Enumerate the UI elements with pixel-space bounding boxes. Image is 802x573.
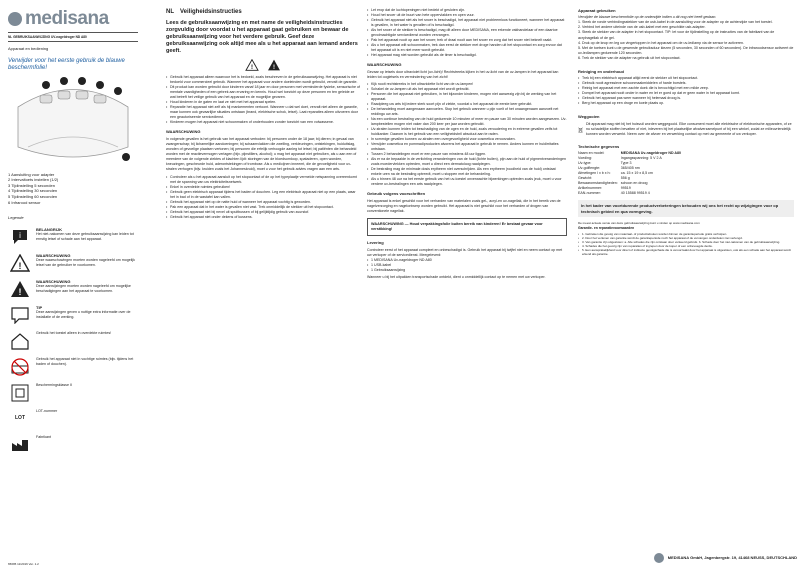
paragraph: Gevaar op letsels door ultraviolet licht (uv-licht)! Rechtstreeks kijken in het uv-licht van de uv-lampen in het apparaat kan leiden tot oogletsels en vermindering van het zicht! bbox=[367, 69, 559, 79]
subheading: WAARSCHUWING bbox=[367, 62, 402, 68]
part-item: 6 Infrarood sensor bbox=[8, 199, 41, 205]
subheading: Technische gegevens bbox=[578, 143, 620, 149]
part-item: 5 Tijdinstelling 60 seconden bbox=[8, 194, 58, 200]
paragraph: Controleer eerst of het apparaat compleet en onbeschadigd is. Gebruik het apparaat bij twijfel niet en neem contact op met uw verkoper of de servicedienst. Meegeleverd: bbox=[367, 247, 563, 257]
list-item: • Berg het apparaat op een droge en koele plaats op. bbox=[578, 101, 794, 106]
part-item: 2 Intervaltoets instellen (1/2) bbox=[8, 177, 59, 183]
divider bbox=[8, 41, 138, 42]
title-text: Veiligheidsinstructies bbox=[180, 9, 242, 15]
legend-text: Gebruik het toestel alleen in overdekte ruimtes! bbox=[36, 330, 112, 335]
warning-icons bbox=[166, 59, 360, 71]
column-safety bbox=[166, 8, 360, 568]
legend-title-text: WAARSCHUWING bbox=[36, 252, 71, 258]
list-item: • Na een continue bestraling van de huid gedurende 10 minuten of meer en pauze van 30 minuten worden aangewezen. Uv-lampbestellen mogen niet vaker dan 200 keer per jaar worden gebruikt. bbox=[367, 117, 567, 127]
paragraph: Verwijder de blauwe beschermfolie op de onderzijde indien u dit nog niet heeft gedaan. bbox=[578, 15, 717, 20]
subheading: Reiniging en onderhoud bbox=[578, 68, 624, 74]
delivery-list bbox=[367, 258, 567, 273]
manufacturer-icon bbox=[8, 435, 32, 455]
legend-text: Beschermingsklasse II bbox=[36, 382, 72, 387]
list-item: • Personen die het apparaat niet gebruiken, in het bijzonder kinderen, mogen niet aanwezig zijn bij de werking van het apparaat. bbox=[367, 92, 567, 102]
step: 3. Steek de stekker van de adapter in het stopcontact. TIP: let voor de tijdinstelling op de instructies van de fabrikant van de acrylnagellak of de gel. bbox=[578, 30, 775, 40]
column-usage bbox=[578, 8, 794, 568]
legend-item bbox=[8, 435, 138, 455]
logo-mark-icon bbox=[8, 12, 22, 26]
packaging-warning bbox=[367, 218, 567, 236]
list-item: • Reparatie het apparaat niet zelf als hij mankementen vertoont. Wanneer u dat wel doet, vervalt niet alleen de garantie, maar kunnen ook gevaarlijke situaties ontstaan (brand, elektrische schok, letsel). Laat reparaties alleen uitvoeren door een geautoriseerde servicedienst. bbox=[166, 105, 360, 120]
legend-title-text: BELANGRIJK bbox=[36, 226, 63, 232]
step: 2. Verbind het andere uiteinde van de usb-kabel met een geschikte usb-adapter. bbox=[578, 25, 706, 30]
spec-value: Ingangsspanning: 5 V 2 A bbox=[620, 156, 662, 161]
disposal-block bbox=[578, 122, 794, 138]
legend-item bbox=[8, 357, 138, 377]
no-bath-icon bbox=[8, 357, 32, 377]
list-item: • Als het snoer of de stekker is beschadigd, mag dit alleen door MEDISANA, een erkende vakhandelaar of een daartoe gevolmachtigde servicedienst worden vervangen. bbox=[367, 28, 567, 38]
list-item: • 1 USB-kabel bbox=[367, 263, 567, 268]
safety-list-2 bbox=[166, 175, 360, 220]
list-item: • 1 Gebruiksaanwijzing bbox=[367, 268, 567, 273]
list-item: • 1 MEDISANA Uv-nageldroger ND A80 bbox=[367, 258, 567, 263]
warning-icon bbox=[8, 253, 32, 273]
part-item: 1 Aansluiting voor adapter bbox=[8, 171, 55, 177]
legend-text: Deze aanwijzingen geven u nuttige extra informatie over de installatie of de werking. bbox=[36, 310, 131, 319]
list-item: • De behandeling moet aangenaam aanvoelen. Stop het gebruik wanneer u pijn voelt of het onaangenaam aanvoelt net reddingu uw arts. bbox=[367, 107, 567, 117]
svg-text:!: ! bbox=[273, 65, 275, 72]
caution-icon bbox=[8, 279, 32, 299]
paragraph: In volgende gevallen is het gebruik van het apparaat verboden: bij personen onder de 18 jaar; bij dieren; in gevaal van zwangerschap; bij lichamelijke aandoeningen; bij schaamvlakken die zwelling, verkleuringen, ontstekingen, huiduitslag, wonden of gevoelige plaatsen vertonen; bij personen die erfelijk verhoogde aanleg tot letsel; bij patiënten die behandeld worden met de reactievermogen verlagen (bijv. pijnstillers, alcohol); u mag het apparaat niet gebruiken, als u aan een of meerdere van de volgende ziektes of klachten lijdt: storingen van de bloedsomloop, spataderen, open wonden, kneuzingen, gescheurde huid, aderontstekingen of trombose. Als u medicijnen inneemt, die de gevoeligheid voor uv-stralen verhogen (bijv. kruiden zoals het Johanneskruid), moet u voor het gebruik advies vragen aan een arts. bbox=[166, 136, 357, 171]
legend-item bbox=[8, 383, 138, 403]
care-list bbox=[578, 76, 794, 106]
device-illustration bbox=[8, 77, 138, 172]
list-item: • Als er na de bepaalde in de verlichting veranderingen van de huid (lichte builen), pijn aan de huid of pigmentveranderingen zoals moedervlekken optreden, moet u direct een dermatoloog raadplegen. bbox=[367, 157, 567, 167]
spec-value: 365/405 nm bbox=[620, 166, 640, 171]
list-item: • Schakel de uv-lampen uit als het apparaat niet wordt gebruikt. bbox=[367, 87, 567, 92]
subheading: Gebruik volgens voorschriften bbox=[367, 191, 426, 197]
list-item: • Gebruik het apparaat niet bij nevel uit spuitbussen of bij gelijktijdig gebruik van zuurstof. bbox=[166, 210, 360, 215]
tip-icon bbox=[8, 305, 32, 325]
lot-label bbox=[8, 409, 32, 429]
step: 1. Steek de ronde verbindingsstekker van de usb-kabel in de aansluiting voor de adapter op de achterzijde van het toestel. bbox=[578, 20, 773, 25]
legend-title-text: WAARSCHUWING bbox=[36, 278, 71, 284]
list-item: • Raadpleeg uw arts bij iedere sterk soort pijn of ziekte, voordat u het apparaat de eerste keer gebruikt. bbox=[367, 102, 567, 107]
important-icon bbox=[8, 227, 32, 247]
legend-text: Gebruik het apparaat niet in vochtige ruimtes (bijv. tijdens het baden of douchen). bbox=[36, 356, 134, 366]
list-item: • Dit product kan worden gebruikt door kinderen vanaf 18 jaar en door personen met verminderde fysieke, sensorische of mentale vaardigheden of een gebrek aan ervaring en kennis. Houd wel toezicht op deze personen en ten geleide ze wat betreft het veilige gebruik van het apparaat en de mogelijke gevaren. bbox=[166, 85, 360, 100]
list-item: • De bestraling mag de minimale dosis erytheem niet overschrijden. Als een erytheem (roodheid van de huid) ontstaat enkele uren na de bestraling optreedt, moet u stoppen met de behandeling. bbox=[367, 167, 567, 177]
callout-3 bbox=[78, 77, 86, 85]
step: 4. Druk op de knop en leg uw vingertoppen in het apparaat om de uv-ledlamp via de sensor te activeren. bbox=[578, 40, 745, 45]
uv-list bbox=[367, 82, 567, 188]
legend-item bbox=[8, 279, 138, 299]
list-item: • Gebruik nooit agressieve schoonmaakmiddelen of harde borstels. bbox=[578, 81, 794, 86]
spec-label: Uv-golflengte: bbox=[578, 166, 601, 171]
list-item: • Controleer als u het apparaat aansluit op het stopcontact of de op het typeplaatje vermelde netspanning overeenkomt met de spanning van uw elektriciteitsnetwerk. bbox=[166, 175, 360, 185]
list-item: • Kijk nooit rechtstreeks in het ultraviolette licht van de uv-lampen! bbox=[367, 82, 567, 87]
notice-box: In het kader van voortdurende productverbeteringen behouden wij ons het recht op wijzigingen voor op technisch gebied en qua vormgeving. bbox=[578, 200, 794, 217]
list-item: • Dompel het apparaat nooit onder in water en let er goed op dat er geen water in het apparaat komt. bbox=[578, 91, 794, 96]
logo-mark-icon bbox=[654, 553, 664, 563]
list-item: • 1. Gebreken die gevolg van materiaal- of productiefouten worden binnen de garantieperiode gratis verholpen. bbox=[578, 232, 794, 236]
list-item: • Uv-stralen kunnen leiden tot beschadiging van de ogen en de huid, zoals veroudering en in extreme gevallen zelfs tot huidkanker. Daarom is het gebruik van een veiligheidsbril absoluut aan te raden. bbox=[367, 127, 567, 137]
logo-text: medisana bbox=[25, 8, 109, 30]
part-item: 3 Tijdinstelling 5 seconden bbox=[8, 182, 55, 188]
svg-text:!: ! bbox=[18, 260, 22, 271]
guarantee-list bbox=[578, 232, 794, 256]
list-item: • Tussen 2 behandelingen moet er een pauze van minstens 48 uur liggen. bbox=[367, 152, 567, 157]
svg-text:!: ! bbox=[18, 286, 22, 297]
list-item: • Als u binnen 48 uur na het eerste gebruik van het uv-toestel onverwachte bijwerkingen optreden zoals jeuk, moet u voor verdere uv-bestralingen een arts raadplegen. bbox=[367, 177, 567, 187]
list-item: • Let erop dat de luchtopeningen niet bedekt of gesloten zijn. bbox=[367, 8, 567, 13]
safety-list bbox=[166, 75, 360, 125]
legend-text: Fabrikant bbox=[36, 434, 51, 439]
list-item: • Enkel in overdekte ruimtes gebruiken! bbox=[166, 185, 360, 190]
wheelie-bin-crossed-icon bbox=[578, 122, 583, 138]
legend-title: Legende bbox=[8, 215, 24, 221]
svg-text:i: i bbox=[19, 230, 21, 240]
list-item: • Houd het snoer uit de buurt van hete oppervlakken en open vuur. bbox=[367, 13, 567, 18]
warning-text: WAARSCHUWING — Houd verpakkingsfolie buiten bereik van kinderen! Er bestaat gevaar voor verstikking! bbox=[371, 221, 543, 232]
list-item: • Trek bij een elektrisch apparaat altijd eerst de stekker uit het stopcontact. bbox=[578, 76, 794, 81]
class-ii-icon bbox=[8, 383, 32, 403]
list-item: • In sommige gevallen kunnen uv-stralen een overgevoeligheid voor cosmetica veroorzaken. bbox=[367, 137, 567, 142]
divider bbox=[8, 32, 138, 33]
legend-item bbox=[8, 305, 138, 325]
list-item: • Gebruik het apparaat pas weer wanneer hij helemaal droog is. bbox=[578, 96, 794, 101]
indoor-use-icon bbox=[8, 331, 32, 351]
intro-note: Verwijder voor het eerste gebruik de blauwe beschermfolie! bbox=[8, 57, 125, 72]
column-uv-warnings bbox=[367, 8, 567, 568]
subheading: Garantie- en reparatievoorwaarden bbox=[578, 226, 635, 231]
company-address: MEDISANA GmbH, Jagenbergstr. 19, 41468 NEUSS, DEUTSCHLAND bbox=[667, 555, 797, 561]
legend-item bbox=[8, 331, 138, 351]
list-item: • Als u het apparaat wilt schoonmaken, trek dan eerst de stekker met droge handen uit het stopcontact en zorg ervoor dat het apparaat uit is en niet meer wordt gebruikt. bbox=[367, 43, 567, 53]
legend-text: Deze waarschuwingen moeten worden nageleefd om mogelijk letsel van de gebruiker te voorkomen. bbox=[36, 258, 135, 267]
model-line: NL GEBRUIKSAANWIJZING UV-nageldroger ND A80 bbox=[8, 35, 87, 39]
legend-text: Het niet-nakomen van deze gebruiksaanwijzing kan leiden tot ernstig letsel of schade aan het apparaat. bbox=[36, 232, 134, 241]
section-heading: Apparaat en bediening bbox=[8, 46, 49, 52]
lang-code: NL bbox=[166, 9, 174, 15]
callout-4 bbox=[96, 81, 104, 89]
legend-text: LOT-nummer bbox=[36, 408, 58, 413]
legend-title-text: TIP bbox=[36, 304, 43, 310]
part-item: 4 Tijdinstelling 30 seconden bbox=[8, 188, 58, 194]
step: 6. Trek de stekker van de adapter na gebruik uit het stopcontact. bbox=[578, 55, 681, 60]
nail-lamp-illustration bbox=[8, 77, 138, 172]
subheading: WAARSCHUWING bbox=[166, 129, 201, 135]
svg-text:!: ! bbox=[251, 65, 253, 72]
spec-label: Bewaaromstandigheden: bbox=[578, 181, 618, 186]
doc-footer: 65695 11/2016 Ver. 1.2 bbox=[8, 561, 39, 566]
spec-value: Type 3 bbox=[620, 161, 632, 166]
spec-value: schoon en droog bbox=[620, 181, 648, 186]
list-item: • 5. Een aansprakelijkheid voor direct of indirecte gevolgschade die is veroorzaakt door het apparaat is uitgesloten, ook als een schade aan het apparaat wordt erkend als garantie. bbox=[578, 248, 794, 256]
spec-label: Gewicht: bbox=[578, 176, 592, 181]
column-device bbox=[8, 8, 138, 568]
table-row bbox=[578, 191, 684, 196]
list-item: • Gebruik het apparaat alleen waarvoor het is bedoeld, zoals beschreven in de gebruiksaanwijzing. Het apparaat is niet bedoeld voor commercieel gebruik. Wanneer het apparaat voor andere doeleinden wordt gebruikt, vervalt de garantie. bbox=[166, 75, 360, 85]
legend-item bbox=[8, 409, 138, 429]
list-item: • Gebruik geen elektrisch apparaat tijdens het baden of douchen. Leg een elektrisch apparaat niet op een plaats, waar het in bad of in de wastafel kan vallen. bbox=[166, 190, 360, 200]
list-item: • Gebruik het apparaat niet als het snoer is beschadigd, het apparaat niet probleemloos functioneert, wanneer het apparaat is gevallen, in het water is gevallen of is beschadigd. bbox=[367, 18, 567, 28]
list-item: • Houd kinderen in de gaten en laat ze niet met het apparaat spelen. bbox=[166, 100, 360, 105]
spec-value: 556 g bbox=[620, 176, 630, 181]
spec-label: Voeding: bbox=[578, 156, 592, 161]
legend-item bbox=[8, 253, 138, 273]
callout-1 bbox=[42, 81, 50, 89]
read-manual-warning: Lees de gebruiksaanwijzing en met name de veiligheidsinstructies zorgvuldig door voordat u het apparaat gaat gebruiken en bewaar de gebruiksaanwijzing voor het verdere gebruik. Geef deze gebruiksaanwijzing ook altijd mee als u het apparaat aan iemand anders geeft. bbox=[166, 20, 358, 55]
list-item: • Reinig het apparaat met een zachte doek die is bevochtigd met een milde zeep. bbox=[578, 86, 794, 91]
spec-label: EAN-nummer: bbox=[578, 191, 601, 196]
spec-label: Naam en model: bbox=[578, 151, 605, 156]
paragraph: Dit apparaat mag niet bij het huisvuil worden weggegooid. Elke consument moet alle elektrische of elektronische apparaten, of ze nu schadelijke stoffen bevatten of niet, inleveren bij het plaatselijke afvalverzamelpunt of bij een winkel, zodat ze milieuvriendelijk kunnen worden verwerkt. Neem over de afvoer en verwerking contact op met uw gemeente of uw verkoper. bbox=[586, 121, 792, 136]
spec-value: MEDISANA Uv-nageldroger ND A80 bbox=[620, 151, 682, 156]
paragraph: De meest actuele versie van deze gebruiksaanwijzing kunt u vinden op www.medisana.com bbox=[578, 221, 700, 226]
section-title bbox=[166, 8, 360, 16]
company-footer bbox=[367, 550, 797, 566]
subheading: Apparaat gebruiken bbox=[578, 8, 616, 13]
lot-text: LOT bbox=[15, 415, 25, 422]
caution-icon bbox=[267, 59, 281, 71]
paragraph: Het apparaat is enkel geschikt voor het verharden van materialen zoals gel-, acryl-en uv-nagellak, die in het bereik van de nagelverzorging en nagelontwerp worden gebruikt. Het apparaat is niet geschikt voor het verharden of drogen van conventionele nagellak. bbox=[367, 198, 561, 213]
list-item: • Pak het apparaat nooit op aan het snoer; trek of draai nooit aan het snoer en zorg dat het snoer niet beknelt raakt. bbox=[367, 38, 567, 43]
legend-item bbox=[8, 227, 138, 247]
list-item: • Verwijder cosmetica en pommadiproducten alvorens het apparaat in gebruik te nemen. Anders kunnen er huidirritaties ontstaan. bbox=[367, 142, 567, 152]
brand-logo bbox=[8, 8, 138, 30]
list-item: • Gebruik het apparaat niet onder dekens of kussens. bbox=[166, 215, 360, 220]
list-item: • 3. Van garantie zijn uitgesloten: a. Alle schades die zijn ontstaan door verkeerd gebruik. b. Schade door het niet-nakomen van de gebruiksaanwijzing. bbox=[578, 240, 794, 244]
subheading: Weggooien bbox=[578, 114, 600, 120]
list-item: • Gebruik het apparaat niet op de natte huid of wanneer het apparaat vochtig is geworden. bbox=[166, 200, 360, 205]
subheading: Levering bbox=[367, 240, 384, 246]
callout-2 bbox=[60, 77, 68, 85]
list-item: • Pak een apparaat dat in het water is gevallen niet vast. Trek onmiddellijk de stekker uit het stopcontact. bbox=[166, 205, 360, 210]
spec-value: ca. 15 x 19 x 8,5 cm bbox=[620, 171, 653, 176]
spec-table bbox=[578, 151, 684, 196]
spec-label: Artikelnummer: bbox=[578, 186, 603, 191]
callout-6 bbox=[122, 153, 130, 161]
list-item: • 2. Door het verlenen van garantie wordt de garantieperiode noch het apparaat of de vervangen onderdelen niet verlengd. bbox=[578, 236, 794, 240]
list-item: • 4. Schades die het gevolg zijn van reparaties of ingrepen door de koper of een onbevoegde derde. bbox=[578, 244, 794, 248]
spec-value: 40 15588 99519 4 bbox=[620, 191, 650, 196]
step: 5. Met de toetsen kunt u de gewenste gebruiksduur kiezen (5 seconden, 30 seconden of 60 seconden). De infraroodsensor activeert de uv-ledlampen gedurende 120 seconden. bbox=[578, 45, 794, 55]
warning-icon bbox=[245, 59, 259, 71]
spec-label: Afmetingen l x b x h: bbox=[578, 171, 611, 176]
spec-value: 99519 bbox=[620, 186, 631, 191]
paragraph: Wanneer u bij het uitpakken transportschade ontdekt, dient u onmiddellijk contact op te nemen met uw verkoper. bbox=[367, 274, 546, 279]
callout-5 bbox=[114, 87, 122, 95]
parts-list bbox=[8, 172, 138, 206]
safety-list-3 bbox=[367, 8, 567, 58]
spec-label: Uv-type: bbox=[578, 161, 592, 166]
list-item: • Het apparaat mag niet worden gebruikt als de timer is beschadigd. bbox=[367, 53, 567, 58]
legend-text: Deze aanwijzingen moeten worden nageleefd om mogelijke beschadigingen aan het apparaat te voorkomen. bbox=[36, 284, 131, 293]
list-item: • Kinderen mogen het apparaat niet schoonmaken of onderhouden zonder toezicht van een volwassene. bbox=[166, 120, 360, 125]
